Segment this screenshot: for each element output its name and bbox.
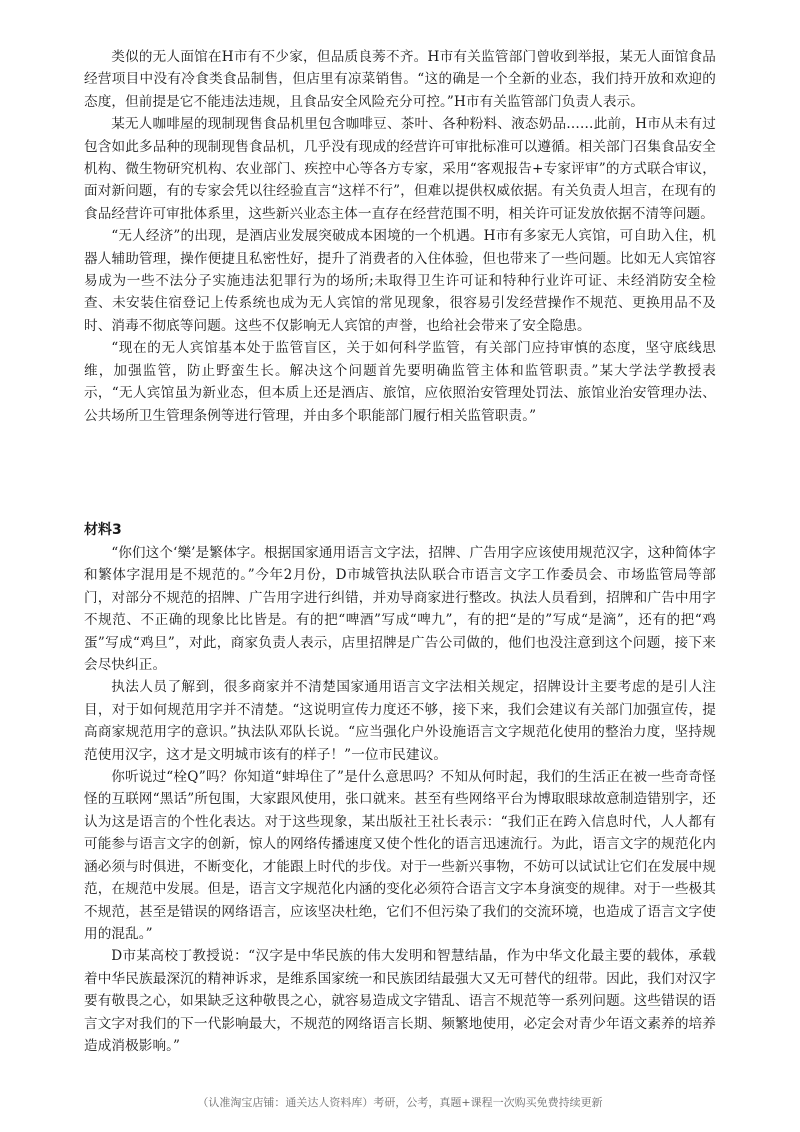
- paragraph: “无人经济”的出现，是酒店业发展突破成本困境的一个机遇。H市有多家无人宾馆，可自助入住，机器人辅助管理，操作便捷且私密性好，提升了消费者的入住体验，但也带来了一些问题。比如无人宾馆容易成为一些不法分子实施违法犯罪行为的场所;未取得卫生许可证和特种行业许可证、未经消防安全检查、未安装住宿登记上传系统也成为无人宾馆的常见现象，很容易引发经营操作不规范、更换用品不及时、消毒不彻底等问题。这些不仅影响无人宾馆的声誉，也给社会带来了安全隐患。: [84, 228, 716, 334]
- section-title-material-3: 材料3: [84, 522, 122, 538]
- paragraph: 你听说过“栓Q”吗？你知道“蚌埠住了”是什么意思吗？不知从何时起，我们的生活正在被一些奇奇怪怪的互联网“黑话”所包围，大家跟风使用，张口就来。甚至有些网络平台为博取眼球故意制造错别字，还认为这是语言的个性化表达。对于这些现象，某出版社王社长表示：“我们正在跨入信息时代，人人都有可能参与语言文字的创新，惊人的网络传播速度又使个性化的语言迅速流行。为此，语言文字的规范化内涵必须与时俱进，不断变化，才能跟上时代的步伐。对于一些新兴事物，不妨可以试试让它们在发展中规范，在规范中发展。但是，语言文字规范化内涵的变化必须符合语言文字本身演变的规律。对于一些极其不规范，甚至是错误的网络语言，应该坚决杜绝，它们不但污染了我们的交流环境，也造成了语言文字使用的混乱。”: [84, 769, 716, 942]
- material-3-body: [84, 542, 716, 1057]
- page-footer: （认准淘宝店铺：通关达人资料库）考研，公考，真题+课程一次购买免费持续更新: [197, 1096, 603, 1109]
- paragraph: 类似的无人面馆在H市有不少家，但品质良莠不齐。H市有关监管部门曾收到举报，某无人面馆食品经营项目中没有冷食类食品制售，但店里有凉菜销售。“这的确是一个全新的业态，我们持开放和欢迎的态度，但前提是它不能违法违规，且食品安全风险充分可控。”H市有关监管部门负责人表示。: [84, 49, 716, 110]
- paragraph: “你们这个‘樂’是繁体字。根据国家通用语言文字法，招牌、广告用字应该使用规范汉字，这种简体字和繁体字混用是不规范的。”今年2月份，D市城管执法队联合市语言文字工作委员会、市场监管局等部门，对部分不规范的招牌、广告用字进行纠错，并劝导商家进行整改。执法人员看到，招牌和广告中用字不规范、不正确的现象比比皆是。有的把“啤酒”写成“啤九”，有的把“是的”写成“是滴”，还有的把“鸡蛋”写成“鸡旦”，对此，商家负责人表示，店里招牌是广告公司做的，他们也没注意到这个问题，接下来会尽快纠正。: [84, 545, 716, 674]
- paragraph: 某无人咖啡屋的现制现售食品机里包含咖啡豆、茶叶、各种粉料、液态奶品……此前，H市从未有过包含如此多品种的现制现售食品机，几乎没有现成的经营许可审批标准可以遵循。相关部门召集食品安全机构、微生物研究机构、农业部门、疾控中心等各方专家，采用“客观报告+专家评审”的方式联合审议，面对新问题，有的专家会凭以往经验直言“这样不行”，但难以提供权威依据。有关负责人坦言，在现有的食品经营许可审批体系里，这些新兴业态主体一直存在经营范围不明，相关许可证发放依据不清等问题。: [84, 116, 716, 222]
- material-2-continued: [84, 46, 716, 427]
- paragraph: 执法人员了解到，很多商家并不清楚国家通用语言文字法相关规定，招牌设计主要考虑的是引人注目，对于如何规范用字并不清楚。“这说明宣传力度还不够，接下来，我们会建议有关部门加强宣传，提高商家规范用字的意识。”执法队邓队长说。“应当强化户外设施语言文字规范化使用的整治力度，坚持规范使用汉字，这才是文明城市该有的样子！”一位市民建议。: [84, 679, 716, 763]
- paragraph: “现在的无人宾馆基本处于监管盲区，关于如何科学监管，有关部门应持审慎的态度，坚守底线思维，加强监管，防止野蛮生长。解决这个问题首先要明确监管主体和监管职责。”某大学法学教授表示，“无人宾馆虽为新业态，但本质上还是酒店、旅馆，应依照治安管理处罚法、旅馆业治安管理办法、公共场所卫生管理条例等进行管理，并由多个职能部门履行相关监管职责。”: [84, 340, 716, 424]
- paragraph: D市某高校丁教授说：“汉字是中华民族的伟大发明和智慧结晶，作为中华文化最主要的载体，承载着中华民族最深沉的精神诉求，是维系国家统一和民族团结最强大又无可替代的纽带。因此，我们对汉字要有敬畏之心，如果缺乏这种敬畏之心，就容易造成文字错乱、语言不规范等一系列问题。这些错误的语言文字对我们的下一代影响最大，不规范的网络语言长期、频繁地使用，必定会对青少年语文素养的培养造成消极影响。”: [84, 948, 716, 1054]
